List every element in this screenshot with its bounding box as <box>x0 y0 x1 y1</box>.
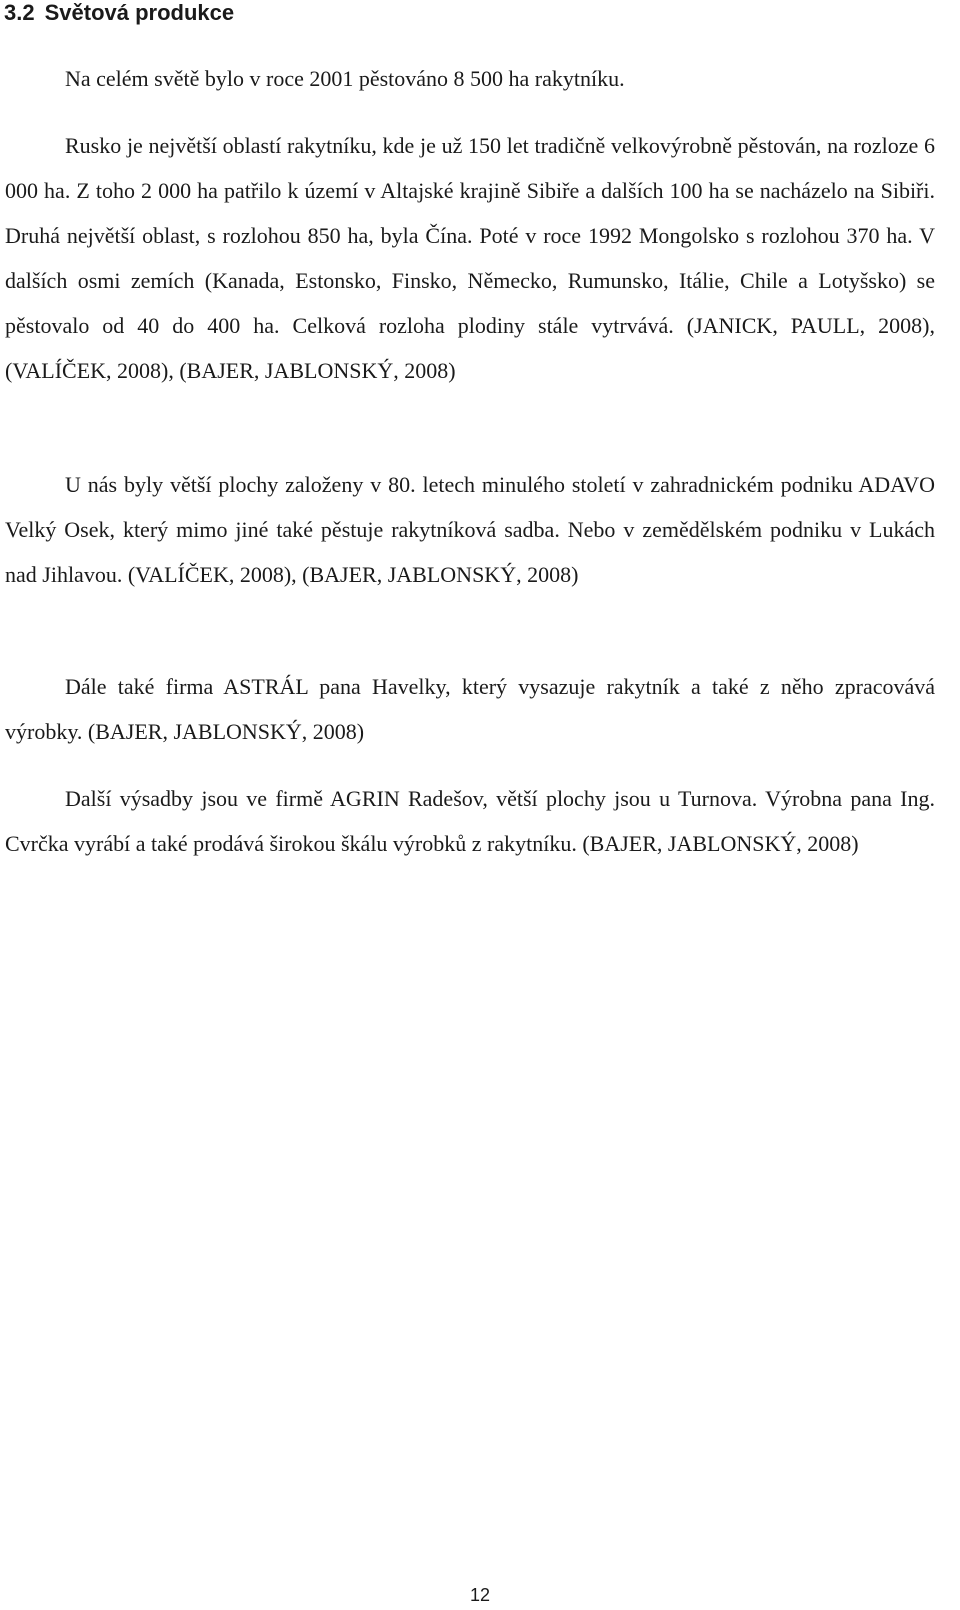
section-title: Světová produkce <box>44 0 235 25</box>
paragraph-astral-company: Dále také firma ASTRÁL pana Havelky, který vysazuje rakytník a také z něho zpracovává výrobky. (BAJER, JABLONSKÝ, 2008) <box>5 674 935 744</box>
paragraph-czech-plantations: U nás byly větší plochy založeny v 80. letech minulého století v zahradnickém podniku ADAVO Velký Osek, který mimo jiné také pěstuje rakytníková sadba. Nebo v zemědělském podniku v Lukách nad Jihlavou. (VALÍČEK, 2008), (BAJER, JABLONSKÝ, 2008) <box>5 472 935 587</box>
paragraph-russia-production: Rusko je největší oblastí rakytníku, kde je už 150 let tradičně velkovýrobně pěstován, na rozloze 6 000 ha. Z toho 2 000 ha patřilo k území v Altajské krajině Sibiře a dalších 100 ha se nacházelo na Sibiři. Druhá největší oblast, s rozlohou 850 ha, byla Čína. Poté v roce 1992 Mongolsko s rozlohou 370 ha. V dalších osmi zemích (Kanada, Estonsko, Finsko, Německo, Rumunsko, Itálie, Chile a Lotyšsko) se pěstovalo od 40 do 400 ha. Celková rozloha plodiny stále vytrvává. (JANICK, PAULL, 2008), (VALÍČEK, 2008), (BAJER, JABLONSKÝ, 2008) <box>5 133 935 383</box>
section-heading <box>4 0 234 28</box>
paragraph-other-plantings: Další výsadby jsou ve firmě AGRIN Radešov, větší plochy jsou u Turnova. Výrobna pana Ing. Cvrčka vyrábí a také prodává širokou škálu výrobků z rakytníku. (BAJER, JABLONSKÝ, 2008) <box>5 786 935 856</box>
paragraph-world-area: Na celém světě bylo v roce 2001 pěstováno 8 500 ha rakytníku. <box>65 66 625 91</box>
section-number: 3.2 <box>4 0 35 25</box>
page-number: 12 <box>469 1585 491 1605</box>
